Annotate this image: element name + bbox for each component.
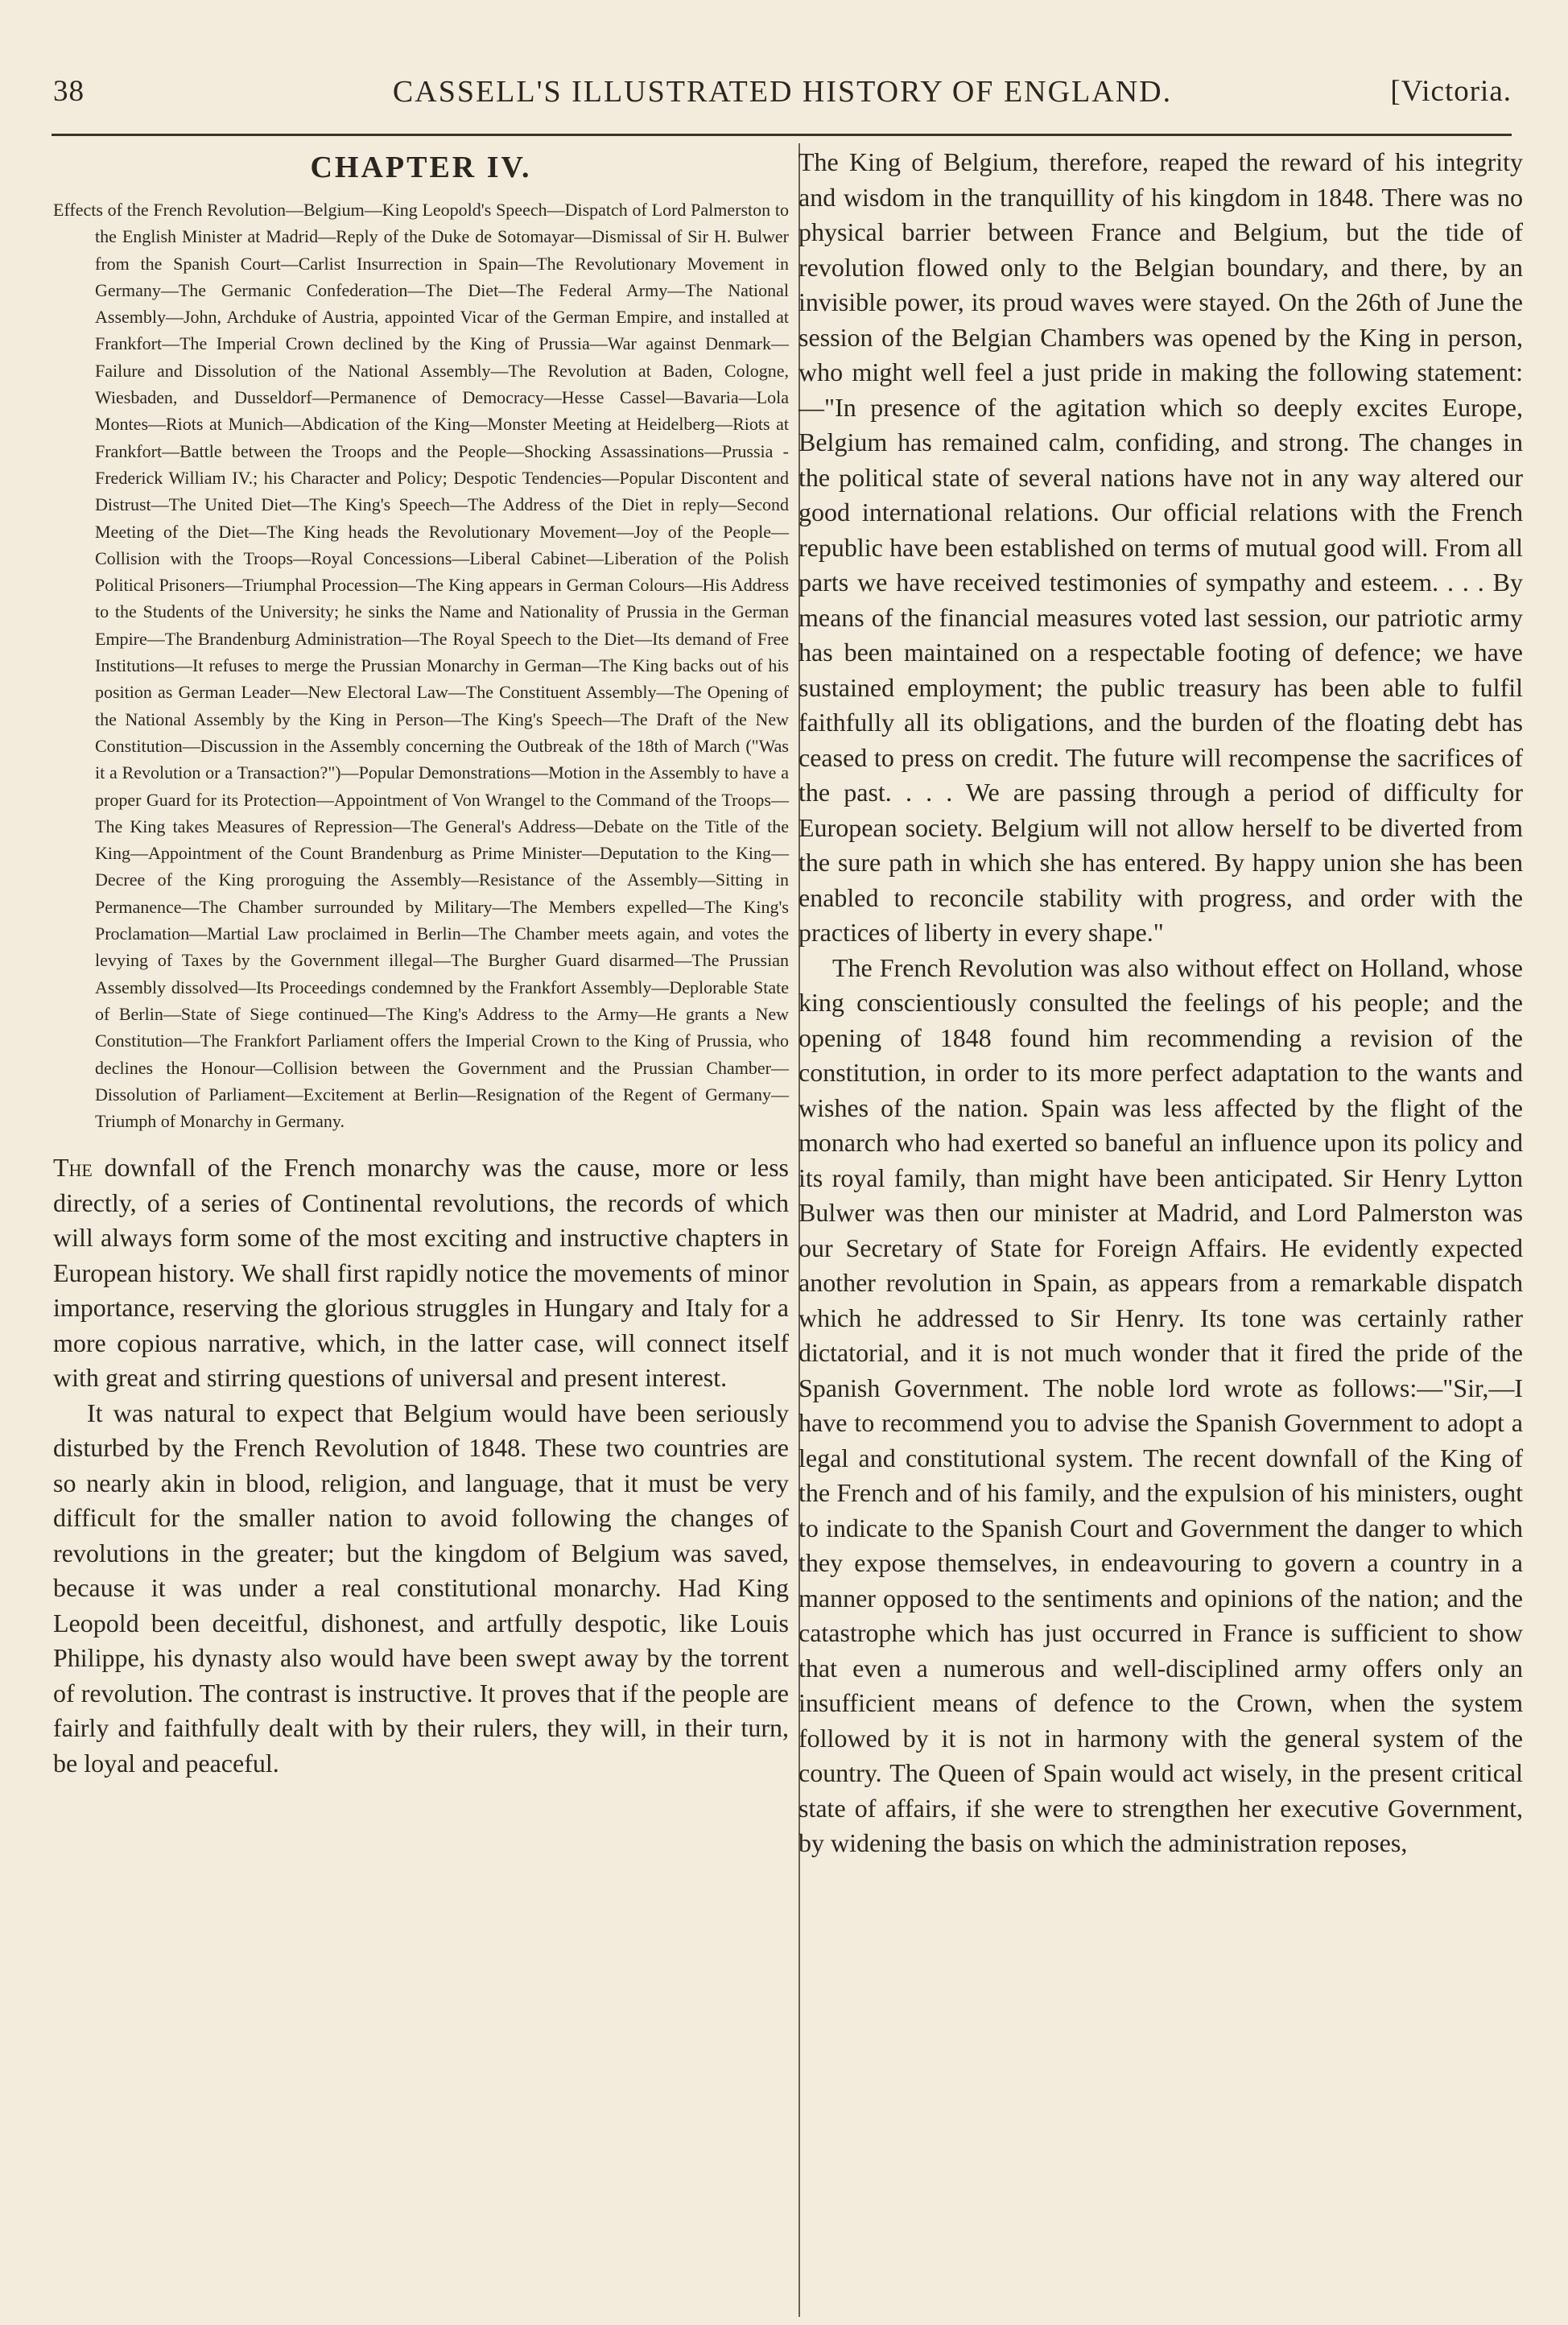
header-rule (52, 134, 1512, 136)
page-number: 38 (53, 75, 85, 108)
chapter-synopsis: Effects of the French Revolution—Belgium—King Leopold's Speech—Dispatch of Lord Palmerston to the English Minister at Madrid—Reply of the Duke de Sotomayar—Dismissal of Sir H. Bulwer from the Spanish Court—Carlist Insurrection in Spain—The Revolutionary Movement in Germany—The Germanic Confederation—The Diet—The Federal Army—The National Assembly—John, Archduke of Austria, appointed Vicar of the German Empire, and installed at Frankfort—The Imperial Crown declined by the King of Prussia—War against Denmark—Failure and Dissolution of the National Assembly—The Revolution at Baden, Cologne, Wiesbaden, and Dusseldorf—Permanence of Democracy—Hesse Cassel—Bavaria—Lola Montes—Riots at Munich—Abdication of the King—Monster Meeting at Heidelberg—Riots at Frankfort—Battle between the Troops and the People—Shocking Assassinations—Prussia - Frederick William IV.; his Character and Policy; Despotic Tendencies—Popular Discontent and Distrust—The United Diet—The King's Speech—The Address of the Diet in reply—Second Meeting of the Diet—The King heads the Revolutionary Movement—Joy of the People—Collision with the Troops—Royal Concessions—Liberal Cabinet—Liberation of the Polish Political Prisoners—Triumphal Procession—The King appears in German Colours—His Address to the Students of the University; he sinks the Name and Nationality of Prussia in the German Empire—The Brandenburg Administration—The Royal Speech to the Diet—Its demand of Free Institutions—It refuses to merge the Prussian Monarchy in German—The King backs out of his position as German Leader—New Electoral Law—The Constituent Assembly—The Opening of the National Assembly by the King in Person—The King's Speech—The Draft of the New Constitution—Discussion in the Assembly concerning the Outbreak of the 18th of March ("Was it a Revolution or a Transaction?")—Popular Demonstrations—Motion in the Assembly to have a proper Guard for its Protection—Appointment of Von Wrangel to the Command of the Troops—The King takes Measures of Repression—The General's Address—Debate on the Title of the King—Appointment of the Count Brandenburg as Prime Minister—Deputation to the King—Decree of the King proroguing the Assembly—Resistance of the Assembly—Sitting in Permanence—The Chamber surrounded by Military—The Members expelled—The King's Proclamation—Martial Law proclaimed in Berlin—The Chamber meets again, and votes the levying of Taxes by the Government illegal—The Burgher Guard disarmed—The Prussian Assembly dissolved—Its Proceedings condemned by the Frankfort Assembly—Deplorable State of Berlin—State of Siege continued—The King's Address to the Army—He grants a New Constitution—The Frankfort Parliament offers the Imperial Crown to the King of Prussia, who declines the Honour—Collision between the Government and the Prussian Chamber—Dissolution of Parliament—Excitement at Berlin—Resignation of the Regent of Germany—Triumph of Monarchy in Germany. (53, 200, 789, 1132)
paragraph-text: downfall of the French monarchy was the cause, more or less directly, of a series of Continental revolutions, the records of which will always form some of the most exciting and instructive chapters in European history. We shall first rapidly notice the movements of minor importance, reserving the glorious struggles in Hungary and Italy for a more copious narrative, which, in the latter case, will connect itself with great and stirring questions of universal and present interest. (53, 1153, 790, 1393)
running-header (53, 74, 1512, 122)
opening-word: The (53, 1153, 93, 1183)
paragraph: The French Revolution was also without effect on Holland, whose king conscientiously consulted the feelings of his people; and the opening of 1848 found him recommending a revision of the constitution, in order to its more perfect adaptation to the wants and wishes of the nation. Spain was less affected by the flight of the monarch who had exerted so baneful an influence upon its policy and its royal family, than might have been anticipated. Sir Henry Lytton Bulwer was then our minister at Madrid, and Lord Palmerston was our Secretary of State for Foreign Affairs. He evidently expected another revolution in Spain, as appears from a remarkable dispatch which he addressed to Sir Henry. Its tone was certainly rather dictatorial, and it is not much wonder that it fired the pride of the Spanish Government. The noble lord wrote as follows:—"Sir,—I have to recommend you to advise the Spanish Government to adopt a legal and constitutional system. The recent downfall of the King of the French and of his family, and the expulsion of his ministers, ought to indicate to the Spanish Court and Government the danger to which they expose themselves, in endeavouring to govern a country in a manner opposed to the sentiments and opinions of the nation; and the catastrophe which has just occurred in France is sufficient to show that even a numerous and well-disciplined army offers only an insufficient means of defence to the Crown, when the system followed by it is not in harmony with the general system of the country. The Queen of Spain would act wisely, in the present critical state of affairs, if she were to strengthen her executive Government, by widening the basis on which the administration reposes, (798, 952, 1523, 1857)
paragraph: It was natural to expect that Belgium would have been seriously disturbed by the French Revolution of 1848. These two countries are so nearly akin in blood, religion, and language, that it must be very difficult for the smaller nation to avoid following the changes of revolutions in the greater; but the kingdom of Belgium was saved, because it was under a real constitutional monarchy. Had King Leopold been deceitful, dishonest, and artfully despotic, like Louis Philippe, his dynasty also would have been swept away by the torrent of revolution. The contrast is instructive. It proves that if the people are fairly and faithfully dealt with by their rulers, they will, in their turn, be loyal and peaceful. (53, 1398, 789, 1778)
paragraph: The King of Belgium, therefore, reaped the reward of his integrity and wisdom in the tranquillity of his kingdom in 1848. There was no physical barrier between France and Belgium, but the tide of revolution flowed only to the Belgian boundary, and there, by an invisible power, its proud waves were stayed. On the 26th of June the session of the Belgian Chambers was opened by the King in person, who might well feel a just pride in making the following statement:—"In presence of the agitation which so deeply excites Europe, Belgium has remained calm, confiding, and strong. The changes in the political state of several nations have not in any way altered our good international relations. Our official relations with the French republic have been established on terms of mutual good will. From all parts we have received testimonies of sympathy and esteem. . . . By means of the financial measures voted last session, our patriotic army has been maintained on a respectable footing of defence; we have sustained employment; the public treasury has been able to fulfil faithfully all its obligations, and the burden of the floating debt has ceased to press on credit. The future will recompense the sacrifices of the past. . . . We are passing through a period of difficulty for European society. Belgium will not allow herself to be diverted from the sure path in which she has entered. By happy union she has been enabled to reconcile stability with progress, and order with the practices of liberty in every shape." (798, 147, 1523, 947)
running-reign: [Victoria. (1390, 75, 1512, 108)
chapter-title: CHAPTER IV. (310, 151, 532, 184)
paragraph (53, 1150, 789, 1396)
left-column (53, 150, 789, 1781)
running-title: CASSELL'S ILLUSTRATED HISTORY OF ENGLAND. (392, 75, 1173, 109)
right-column (798, 145, 1523, 1861)
